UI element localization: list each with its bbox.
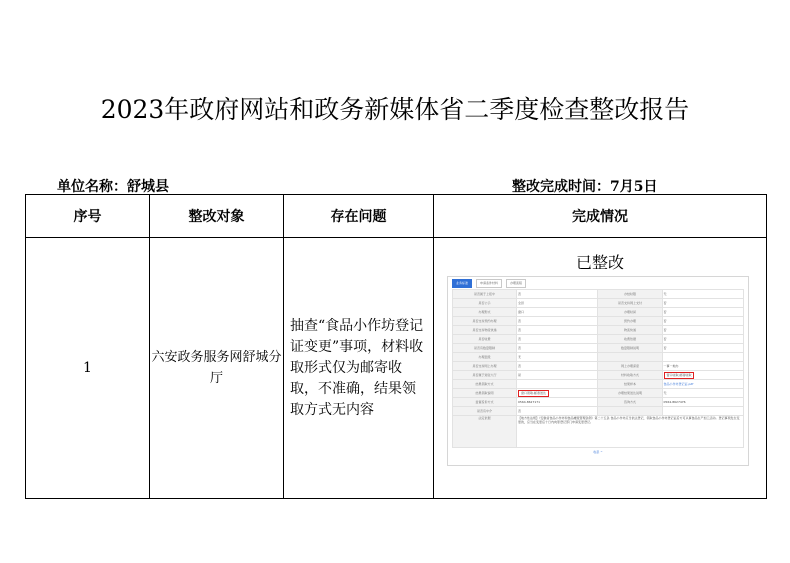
screenshot-value: 食品小作坊登记证.pdf: [662, 380, 744, 389]
screenshot-row: [453, 317, 744, 326]
screenshot-grid: [452, 289, 744, 448]
screenshot-value: 否: [517, 335, 598, 344]
screenshot-value: 否: [662, 326, 744, 335]
screenshot-label: [598, 353, 662, 362]
screenshot-value: 0564-8627476: [662, 398, 744, 407]
screenshot-label: 材料收取方式: [598, 371, 662, 380]
screenshot-label: 办理层级: [453, 353, 517, 362]
screenshot-label: 是否属于上报中: [453, 290, 517, 299]
screenshot-tab: 申请条件材料: [476, 279, 502, 288]
screenshot-label: 是否支持网上办理: [453, 362, 517, 371]
screenshot-row: [453, 299, 744, 308]
screenshot-row: [453, 335, 744, 344]
screenshot-label: 是否收费: [453, 335, 517, 344]
screenshot-label: 物流快递: [598, 326, 662, 335]
header-no: 序号: [26, 195, 150, 238]
evidence-screenshot: [447, 276, 749, 466]
screenshot-label: [598, 407, 662, 416]
screenshot-row: [453, 290, 744, 299]
screenshot-label: 是否公示: [453, 299, 517, 308]
screenshot-value: 全县: [517, 299, 598, 308]
screenshot-label: 网上办理深度: [598, 362, 662, 371]
screenshot-value: 窗口: [517, 308, 598, 317]
screenshot-row: [453, 398, 744, 407]
screenshot-footer: 收起 ^: [593, 450, 603, 454]
screenshot-value: 一事一地办: [662, 362, 744, 371]
page-title: 2023年政府网站和政务新媒体省二季度检查整改报告: [100, 95, 690, 124]
table-row: [26, 238, 767, 499]
screenshot-label: 是否有中介: [453, 407, 517, 416]
screenshot-notes-row: [453, 416, 744, 448]
row-issue: 抽查“食品小作坊登记证变更”事项，材料收取形式仅为邮寄收取，不准确，结果领取方式无内容: [284, 238, 434, 499]
completion-date: 整改完成时间：7月5日: [512, 179, 658, 195]
screenshot-value: 窗口收取,邮寄收取: [662, 371, 744, 380]
screenshot-label: 办理时间: [598, 308, 662, 317]
screenshot-value: 是: [517, 371, 598, 380]
screenshot-value: 否: [517, 362, 598, 371]
screenshot-value: [517, 380, 598, 389]
status-label: 已整改: [575, 253, 624, 272]
screenshot-value: [662, 407, 744, 416]
screenshot-label: 监督投诉方式: [453, 398, 517, 407]
screenshot-label: 是否属于进驻大厅: [453, 371, 517, 380]
screenshot-value: 否: [517, 290, 598, 299]
screenshot-row: [453, 326, 744, 335]
screenshot-value: 否: [517, 407, 598, 416]
screenshot-label: 是否有数量限制: [453, 344, 517, 353]
screenshot-value: 否: [517, 326, 598, 335]
screenshot-label: 结果领取说明: [453, 389, 517, 398]
screenshot-tab: 办理流程: [506, 279, 526, 288]
screenshot-label: 是否支持物流快递: [453, 326, 517, 335]
screenshot-label: 是否支持网上支付: [598, 299, 662, 308]
screenshot-label: 数量限制说明: [598, 344, 662, 353]
screenshot-value: 否: [662, 299, 744, 308]
screenshot-value: 无: [662, 389, 744, 398]
screenshot-label: 收费依据: [598, 335, 662, 344]
screenshot-value: 否: [662, 308, 744, 317]
screenshot-value: 否: [662, 335, 744, 344]
screenshot-row: [453, 308, 744, 317]
screenshot-tab: 业务标准: [452, 279, 472, 288]
screenshot-row: [453, 407, 744, 416]
row-status-cell: [434, 238, 767, 499]
screenshot-row: [453, 389, 744, 398]
header-issue: 存在问题: [284, 195, 434, 238]
screenshot-row: [453, 344, 744, 353]
screenshot-label: 结果样本: [598, 380, 662, 389]
screenshot-tabs: [448, 277, 748, 289]
screenshot-value: 否: [662, 317, 744, 326]
header-object: 整改对象: [150, 195, 284, 238]
screenshot-label: 办理形式: [453, 308, 517, 317]
screenshot-label: 咨询方式: [598, 398, 662, 407]
unit-name: 单位名称：舒城县: [57, 179, 169, 195]
screenshot-label: 预约办理: [598, 317, 662, 326]
table-header-row: [26, 195, 767, 238]
screenshot-notes-label: 法定依据: [453, 416, 517, 448]
screenshot-label: 办理结果送达说明: [598, 389, 662, 398]
report-table: [25, 194, 767, 499]
screenshot-label: 办结时限: [598, 290, 662, 299]
screenshot-row: [453, 362, 744, 371]
screenshot-label: 是否支持预约办理: [453, 317, 517, 326]
screenshot-value: 否: [517, 344, 598, 353]
screenshot-value: [662, 353, 744, 362]
screenshot-row: [453, 380, 744, 389]
screenshot-value: 否: [662, 344, 744, 353]
row-no: 1: [26, 238, 150, 499]
screenshot-value: 无: [517, 353, 598, 362]
screenshot-row: [453, 353, 744, 362]
header-status: 完成情况: [434, 195, 767, 238]
screenshot-label: 结果领取方式: [453, 380, 517, 389]
screenshot-value: 0564-8627171: [517, 398, 598, 407]
screenshot-notes: 【地方性法规】《安徽省食品小作坊和食品摊贩管理条例》第二十五条 食品小作坊应当依法登记，领取食品小作坊登记证后方可从事食品生产加工活动。登记事项发生变更的，应当在变更后十日内向原登记部门申请变更登记。: [517, 416, 744, 448]
screenshot-value: 无: [662, 290, 744, 299]
screenshot-value: 窗口领取,邮寄送达: [517, 389, 598, 398]
screenshot-value: 否: [517, 317, 598, 326]
row-object: 六安政务服务网舒城分厅: [150, 238, 284, 499]
screenshot-row: [453, 371, 744, 380]
